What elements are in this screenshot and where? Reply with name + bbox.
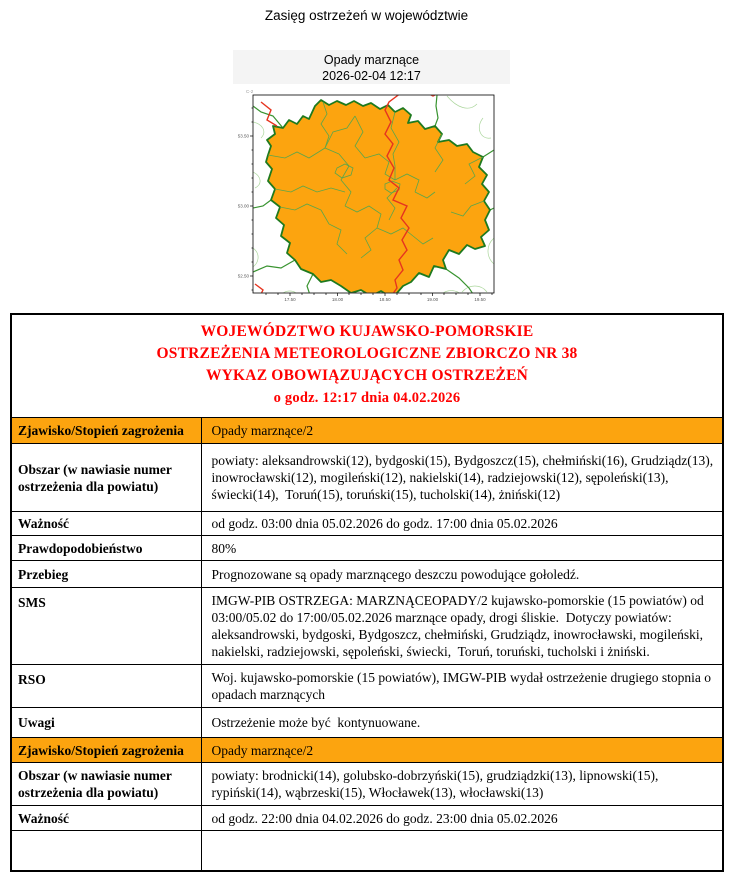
table-row (11, 806, 723, 831)
table-row (11, 831, 723, 871)
table-row (11, 738, 723, 763)
row-label: Obszar (w nawiasie numer ostrzeżenia dla powiatu) (11, 763, 201, 806)
table-row (11, 418, 723, 444)
warning-timestamp: 2026-02-04 12:17 (322, 69, 421, 83)
row-label (11, 831, 201, 871)
table-row (11, 444, 723, 512)
warning-summary-box (233, 50, 510, 84)
y-tick-label: 53.50 (237, 133, 249, 139)
row-value: Prognozowane są opady marznącego deszczu powodujące gołoledź. (201, 561, 723, 588)
table-row (11, 708, 723, 738)
row-label: Uwagi (11, 708, 201, 738)
bulletin-header-line3: WYKAZ OBOWIĄZUJĄCYCH OSTRZEŻEŃ (205, 367, 529, 384)
table-header-row (11, 314, 723, 418)
table-row (11, 536, 723, 561)
warning-bulletin-table (10, 313, 724, 872)
map-svg (237, 88, 499, 306)
x-tick-label: 18.50 (379, 297, 391, 302)
row-value: Opady marznące/2 (201, 738, 723, 763)
bulletin-header-line2: OSTRZEŻENIA METEOROLOGICZNE ZBIORCZO NR 38 (156, 345, 578, 362)
row-value: powiaty: aleksandrowski(12), bydgoski(15), Bydgoszcz(15), chełmiński(16), Grudziądz(13), inowrocławski(12), mogileński(12), nakielski(14), radziejowski(12), sępoleński(13), świecki(14), Toruń(15), toruński(15), tucholski(14), żniński(12) (201, 444, 723, 512)
row-label: SMS (11, 588, 201, 665)
row-label: RSO (11, 665, 201, 708)
table-row (11, 763, 723, 806)
row-label: Prawdopodobieństwo (11, 536, 201, 561)
row-value: Opady marznące/2 (201, 418, 723, 444)
voivodeship-warning-map (237, 88, 499, 306)
row-value: 80% (201, 536, 723, 561)
table-row (11, 588, 723, 665)
table-row (11, 561, 723, 588)
row-value: od godz. 22:00 dnia 04.02.2026 do godz. 23:00 dnia 05.02.2026 (201, 806, 723, 831)
y-tick-label: 53.00 (237, 203, 249, 209)
warning-phenomenon: Opady marznące (323, 53, 420, 67)
row-label: Ważność (11, 806, 201, 831)
row-label: Ważność (11, 512, 201, 536)
bulletin-header-line4: o godz. 12:17 dnia 04.02.2026 (273, 390, 461, 406)
x-tick-label: 17.50 (284, 297, 296, 302)
table-row (11, 665, 723, 708)
page-title: Zasięg ostrzeżeń w województwie (264, 8, 469, 23)
row-value: IMGW-PIB OSTRZEGA: MARZNĄCEOPADY/2 kujawsko-pomorskie (15 powiatów) od 03:00/05.02 do 17:00/05.02.2026 marznące opady, drogi śliskie. Dotyczy powiatów: aleksandrowski, bydgoski, Bydgoszcz, chełmiński, Grudziądz, inowrocławski, mogileński, nakielski, radziejowski, sępoleński, świecki, Toruń, toruński, tucholski i żniński. (201, 588, 723, 665)
row-value: Ostrzeżenie może być kontynuowane. (201, 708, 723, 738)
row-value: powiaty: brodnicki(14), golubsko-dobrzyński(15), grudziądzki(13), lipnowski(15), rypiński(14), wąbrzeski(15), Włocławek(13), włocławski(13) (201, 763, 723, 806)
x-tick-label: 19.00 (426, 297, 439, 302)
row-value: od godz. 03:00 dnia 05.02.2026 do godz. 17:00 dnia 05.02.2026 (201, 512, 723, 536)
row-value: Woj. kujawsko-pomorskie (15 powiatów), IMGW-PIB wydał ostrzeżenie drugiego stopnia o opadach marznących (201, 665, 723, 708)
row-label: Zjawisko/Stopień zagrożenia (11, 738, 201, 763)
x-tick-label: 18.00 (331, 297, 344, 302)
x-tick-label: 19.50 (474, 297, 486, 302)
y-tick-label: 52.50 (237, 273, 249, 279)
row-label: Zjawisko/Stopień zagrożenia (11, 418, 201, 444)
row-label: Obszar (w nawiasie numer ostrzeżenia dla powiatu) (11, 444, 201, 512)
map-corner-label: C-2 (246, 89, 254, 94)
row-value (201, 831, 723, 871)
row-label: Przebieg (11, 561, 201, 588)
table-row (11, 512, 723, 536)
bulletin-header-line1: WOJEWÓDZTWO KUJAWSKO-POMORSKIE (200, 323, 534, 340)
bulletin-header (11, 314, 723, 418)
